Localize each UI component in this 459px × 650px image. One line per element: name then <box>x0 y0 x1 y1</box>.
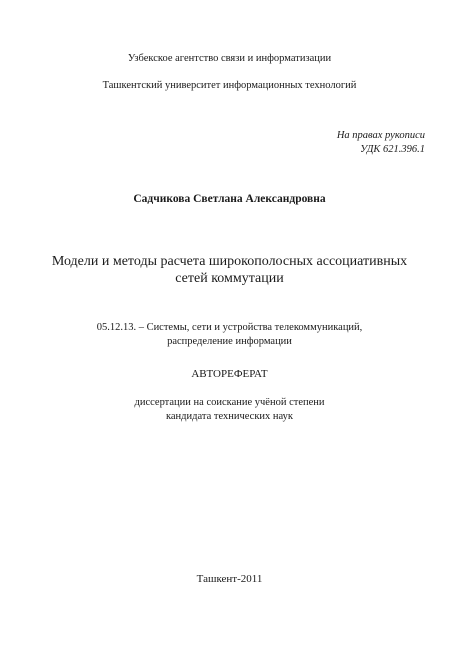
title-line1: Модели и методы расчета широкополосных ассоциативных <box>51 254 408 269</box>
place-year: Ташкент-2011 <box>196 573 263 585</box>
organization-agency: Узбекское агентство связи и информатизации <box>127 53 332 64</box>
udc-code: УДК 621.396.1 <box>360 144 425 155</box>
specialty-line2: распределение информации <box>167 336 292 347</box>
degree-line2: кандидата технических наук <box>165 411 294 422</box>
organization-university: Ташкентский университет информационных технологий <box>102 80 357 91</box>
title-line2: сетей коммутации <box>175 271 284 286</box>
author-name: Садчикова Светлана Александровна <box>133 193 326 205</box>
document-type: АВТОРЕФЕРАТ <box>191 368 268 380</box>
specialty-line1: 05.12.13. – Системы, сети и устройства телекоммуникаций, <box>96 322 363 333</box>
degree-line1: диссертации на соискание учёной степени <box>134 397 325 408</box>
rights-note-line1: На правах рукописи <box>336 130 425 141</box>
